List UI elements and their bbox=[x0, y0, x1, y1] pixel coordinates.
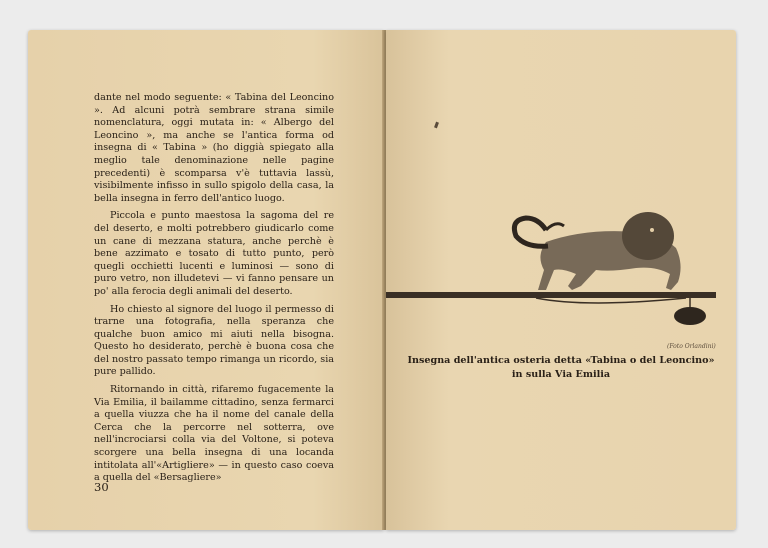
photo-credit: (Foto Orlandini) bbox=[667, 343, 716, 350]
lion-tail bbox=[514, 218, 548, 246]
right-page bbox=[386, 30, 736, 530]
lion-sign-illustration bbox=[386, 190, 736, 340]
lion-head bbox=[622, 212, 674, 260]
open-booklet bbox=[28, 30, 736, 530]
page-number: 30 bbox=[94, 480, 109, 494]
iron-bar bbox=[386, 292, 716, 298]
body-text bbox=[94, 92, 334, 490]
caption-line-1: Insegna dell'antica osteria detta «Tabina o del Leoncino» bbox=[407, 355, 715, 366]
lion-eye bbox=[650, 228, 654, 232]
paragraph-2: Piccola e punto maestosa la sagoma del re del deserto, e molti potrebbero giudicarlo come un cane di mezzana statura, anche perchè è bene azzimato e tosato di tutto punto, però quegli occhietti lucenti e luminosi — sono di puro vetro, non illudetevi — vi fanno pensare un po' alla ferocia degli animali del deserto. bbox=[94, 210, 334, 297]
paragraph-1: dante nel modo seguente: « Tabina del Leoncino ». Ad alcuni potrà sembrare strana simile nomenclatura, oggi mutata in: « Albergo del Leoncino », ma anche se l'antica forma od insegna di « Tabina » (ho diggià spiegato alla meglio tale denominazione nelle pagine precedenti) è scomparsa v'è tuttavia lassù, visibilmente infisso in sullo spigolo della casa, la bella insegna in ferro dell'antico luogo. bbox=[94, 92, 334, 204]
pendant-ornament bbox=[674, 307, 706, 325]
bar-bracket bbox=[536, 298, 686, 303]
ink-speck bbox=[434, 122, 439, 129]
left-page bbox=[28, 30, 384, 530]
caption-line-2: in sulla Via Emilia bbox=[511, 369, 611, 380]
illustration-caption bbox=[396, 354, 726, 382]
paragraph-3: Ho chiesto al signore del luogo il permesso di trarne una fotografia, nella speranza che qualche buon amico mi aiuti nella bisogna. Questo ho desiderato, perchè è buona cosa che del nostro passato tempo rimanga un ricordo, sia pure pallido. bbox=[94, 303, 334, 378]
paragraph-4: Ritornando in città, rifaremo fugacemente la Via Emilia, il bailamme cittadino, senza fermarci a quella viuzza che ha il nome del canale della Cerca che la percorre nel sotterra, ove nell'incrociarsi colla via del Voltone, si poteva scorgere una bella insegna di una locanda intitolata all'«Artigliere» — in questo caso coeva a quella del «Bersagliere» bbox=[94, 384, 334, 484]
